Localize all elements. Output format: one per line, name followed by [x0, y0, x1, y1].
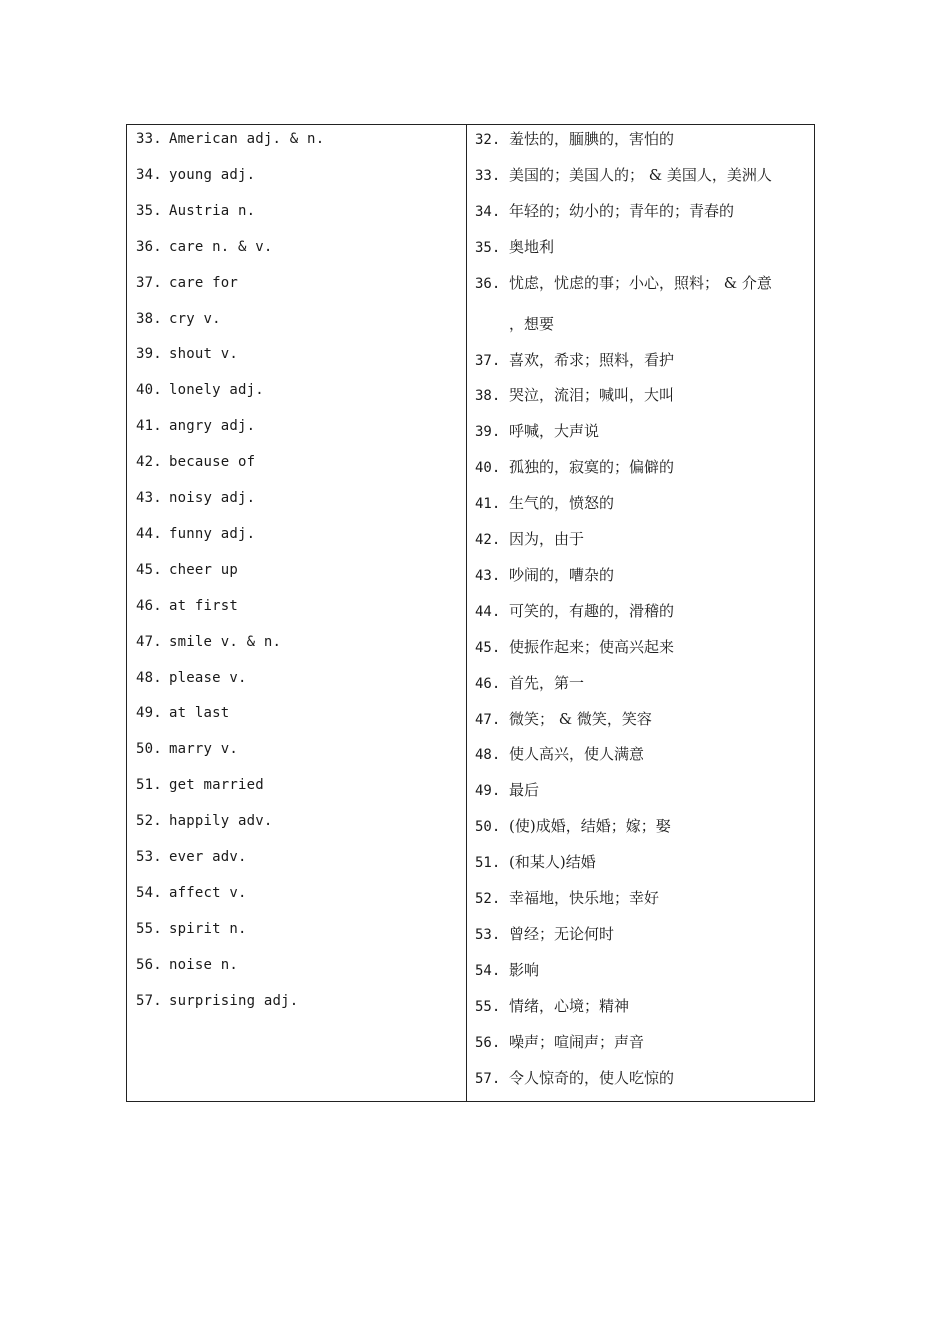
entry-text: 吵闹的，嘈杂的: [509, 565, 615, 584]
vocab-entry: [136, 488, 255, 508]
vocab-entry: [475, 673, 584, 694]
entry-number: 41.: [475, 496, 501, 513]
vocab-entry: [475, 350, 674, 371]
entry-text: 喜欢，希求；照料，看护: [509, 350, 675, 369]
entry-text: 情绪，心境；精神: [509, 996, 630, 1015]
english-column: [127, 125, 467, 1101]
entry-text: young adj.: [169, 166, 256, 183]
entry-text: American adj. & n.: [169, 131, 325, 147]
entry-number: 57.: [136, 992, 162, 1009]
vocab-entry: [475, 996, 629, 1017]
chinese-column: [467, 125, 814, 1101]
entry-number: 45.: [136, 561, 162, 578]
vocab-entry: [475, 852, 596, 873]
entry-text: 噪声；喧闹声；声音: [509, 1032, 645, 1051]
entry-text: 因为，由于: [509, 530, 585, 548]
entry-number: 43.: [136, 490, 162, 506]
vocab-entry: [136, 991, 298, 1011]
entry-number: 46.: [136, 597, 162, 614]
entry-text: surprising adj.: [169, 992, 299, 1009]
vocabulary-table: [126, 124, 815, 1102]
entry-number: 49.: [136, 705, 162, 722]
entry-text: smile v. & n.: [169, 633, 282, 650]
entry-number: 48.: [475, 747, 501, 764]
vocab-entry: [475, 565, 614, 586]
entry-text: 美国的；美国人的； & 美国人，美洲人: [509, 165, 772, 184]
vocab-entry: [136, 811, 273, 831]
vocab-entry: [136, 273, 238, 293]
entry-text: 可笑的，有趣的，滑稽的: [509, 601, 675, 620]
vocab-entry: [475, 273, 772, 294]
entry-text: 使振作起来；使高兴起来: [509, 637, 675, 656]
entry-number: 44.: [475, 603, 501, 620]
entry-number: 38.: [136, 310, 162, 327]
entry-number: 35.: [136, 202, 162, 219]
entry-number: 46.: [475, 675, 501, 692]
entry-number: 50.: [475, 819, 501, 836]
vocab-entry: [136, 919, 247, 939]
vocab-entry: [475, 1032, 644, 1053]
vocab-entry: [136, 883, 247, 903]
entry-text: please v.: [169, 669, 247, 686]
entry-text: 使人高兴，使人满意: [509, 745, 645, 764]
entry-number: 40.: [136, 382, 162, 399]
entry-number: 41.: [136, 418, 162, 435]
entry-number: 54.: [475, 962, 501, 979]
vocab-entry: [475, 237, 554, 258]
vocab-entry: [475, 457, 674, 478]
vocab-entry: [136, 309, 221, 329]
entry-text: 羞怯的，腼腆的，害怕的: [509, 130, 675, 148]
entry-text: lonely adj.: [169, 382, 264, 399]
vocab-entry: [475, 709, 652, 730]
entry-number: 50.: [136, 741, 162, 758]
entry-number: 33.: [475, 167, 501, 184]
vocab-entry: [475, 1068, 674, 1089]
entry-number: 53.: [475, 926, 501, 943]
entry-text: Austria n.: [169, 202, 256, 219]
vocab-entry: [136, 847, 247, 867]
entry-text: 曾经；无论何时: [509, 924, 615, 943]
entry-text: 影响: [509, 960, 540, 979]
entry-text: at first: [169, 597, 239, 614]
entry-number: 43.: [475, 567, 501, 584]
entry-text: 微笑； & 微笑，笑容: [509, 709, 652, 728]
entry-number: 37.: [475, 352, 501, 369]
entry-number: 52.: [475, 891, 501, 907]
entry-text: marry v.: [169, 741, 239, 758]
entry-text: 年轻的；幼小的；青年的；青春的: [509, 201, 735, 220]
entry-number: 49.: [475, 783, 501, 800]
vocab-entry: [136, 739, 238, 759]
vocab-entry: [475, 201, 734, 222]
entry-number: 44.: [136, 525, 162, 542]
entry-number: 40.: [475, 460, 501, 477]
entry-number: 42.: [136, 454, 162, 471]
vocab-entry: [136, 129, 324, 149]
entry-text: happily adv.: [169, 813, 273, 830]
entry-text: ever adv.: [169, 849, 247, 865]
entry-number: 34.: [475, 203, 501, 220]
entry-text: 令人惊奇的，使人吃惊的: [509, 1068, 675, 1087]
vocab-entry: [475, 165, 772, 186]
entry-continuation: ，想要: [509, 314, 555, 333]
entry-number: 55.: [136, 920, 162, 937]
entry-number: 33.: [136, 131, 162, 147]
vocab-entry: [136, 560, 238, 580]
entry-number: 47.: [475, 711, 501, 728]
entry-number: 36.: [475, 275, 501, 292]
vocab-entry: [136, 668, 247, 688]
entry-text: (和某人)结婚: [509, 853, 596, 872]
entry-text: care n. & v.: [169, 238, 273, 255]
entry-text: funny adj.: [169, 525, 256, 542]
entry-number: 48.: [136, 669, 162, 686]
entry-number: 54.: [136, 884, 162, 901]
entry-text: get married: [169, 777, 264, 794]
entry-number: 56.: [136, 956, 162, 973]
entry-text: because of: [169, 454, 256, 471]
vocab-entry: [136, 632, 281, 652]
entry-number: 55.: [475, 998, 501, 1015]
vocab-entry: [475, 601, 674, 622]
vocab-entry: [136, 165, 255, 185]
entry-text: 哭泣，流泪；喊叫，大叫: [509, 386, 675, 405]
entry-text: cry v.: [169, 310, 221, 327]
vocab-entry: [136, 416, 255, 436]
entry-text: 孤独的，寂寞的；偏僻的: [509, 458, 675, 477]
entry-number: 36.: [136, 238, 162, 255]
entry-text: 生气的，愤怒的: [509, 494, 615, 513]
vocab-entry: [475, 960, 539, 981]
vocab-entry: [136, 380, 264, 400]
entry-number: 52.: [136, 813, 162, 830]
vocab-entry: [136, 452, 255, 472]
vocab-entry: [475, 493, 614, 514]
entry-number: 32.: [475, 132, 501, 148]
entry-text: affect v.: [169, 884, 247, 901]
vocab-entry: [475, 529, 584, 550]
entry-number: 38.: [475, 388, 501, 405]
entry-text: 幸福地，快乐地；幸好: [509, 889, 660, 907]
vocab-entry: [136, 596, 238, 616]
vocab-entry: [136, 703, 229, 723]
entry-text: 呼喊，大声说: [509, 422, 600, 441]
entry-text: angry adj.: [169, 418, 256, 435]
entry-number: 39.: [475, 424, 501, 441]
entry-number: 51.: [136, 777, 162, 794]
entry-number: 42.: [475, 532, 501, 548]
entry-number: 57.: [475, 1070, 501, 1087]
vocab-entry: [475, 637, 674, 658]
entry-number: 47.: [136, 633, 162, 650]
entry-number: 56.: [475, 1034, 501, 1051]
entry-text: cheer up: [169, 561, 239, 578]
vocab-entry: [475, 816, 671, 837]
entry-text: 奥地利: [509, 237, 555, 256]
entry-text: spirit n.: [169, 920, 247, 937]
vocab-entry: [475, 888, 659, 909]
entry-text: noise n.: [169, 956, 239, 973]
entry-text: (使)成婚，结婚；嫁；娶: [509, 817, 671, 836]
vocab-entry: [475, 129, 674, 150]
vocab-entry: [136, 237, 273, 257]
entry-number: 51.: [475, 855, 501, 872]
entry-number: 37.: [136, 274, 162, 291]
entry-number: 34.: [136, 166, 162, 183]
entry-number: 45.: [475, 639, 501, 656]
vocab-entry: [136, 201, 255, 221]
vocab-entry: [475, 421, 599, 442]
entry-text: shout v.: [169, 346, 239, 363]
entry-number: 35.: [475, 239, 501, 256]
entry-text: at last: [169, 705, 230, 722]
entry-text: 最后: [509, 781, 540, 800]
vocab-entry: [136, 524, 255, 544]
entry-number: 53.: [136, 849, 162, 865]
entry-text: noisy adj.: [169, 490, 256, 506]
entry-number: 39.: [136, 346, 162, 363]
vocab-entry: [475, 924, 614, 945]
vocab-entry: [136, 775, 264, 795]
vocab-entry: [136, 955, 238, 975]
entry-text: care for: [169, 274, 239, 291]
vocab-entry: [475, 780, 539, 801]
entry-text: 首先，第一: [509, 673, 585, 692]
vocab-entry: [136, 344, 238, 364]
vocab-entry: [475, 385, 674, 406]
entry-text: 忧虑，忧虑的事；小心，照料； & 介意: [509, 273, 772, 292]
vocab-entry: [475, 744, 644, 765]
